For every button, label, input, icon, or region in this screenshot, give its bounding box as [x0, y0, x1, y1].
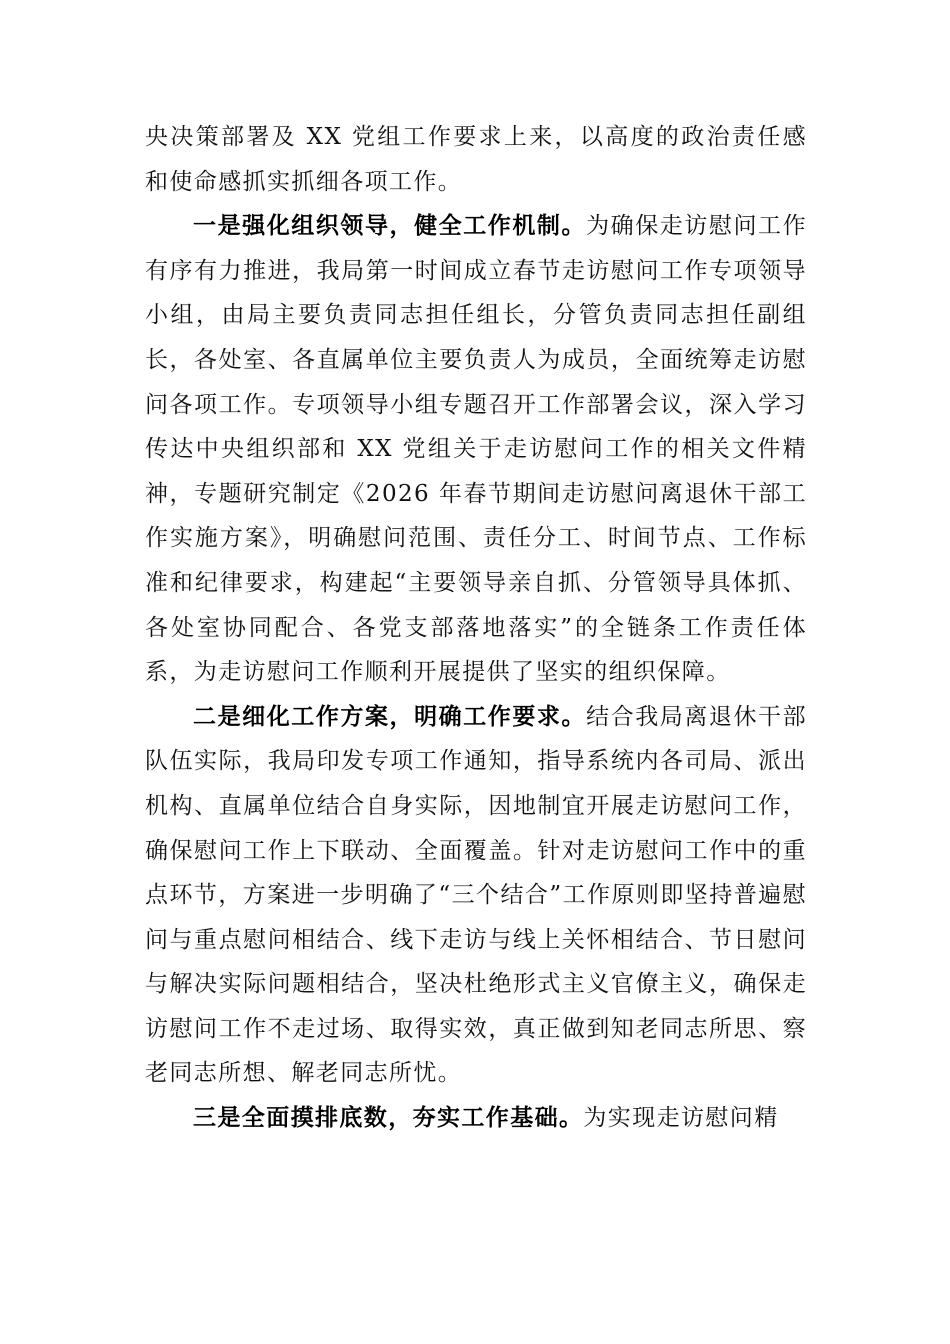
paragraph-text: 为确保走访慰问工作有序有力推进，我局第一时间成立春节走访慰问工作专项领导小组，由局主要负责同志担任组长，分管负责同志担任副组长，各处室、各直属单位主要负责人为成员，全面统筹走访慰问各项工作。专项领导小组专题召开工作部署会议，深入学习传达中央组织部和 XX 党组关于走访慰问工作的相关文件精神，专题研究制定《2026 年春节期间走访慰问离退休干部工作实施方案》，明确慰问范围、责任分工、时间节点、工作标准和纪律要求，构建起“主要领导亲自抓、分管领导具体抓、各处室协同配合、各党支部落地落实”的全链条工作责任体系，为走访慰问工作顺利开展提供了坚实的组织保障。	[145, 213, 807, 686]
paragraph-text: 为实现走访慰问精	[583, 1105, 779, 1132]
paragraph-text: 央决策部署及 XX 党组工作要求上来，以高度的政治责任感和使命感抓实抓细各项工作。	[145, 124, 807, 195]
paragraph-text: 结合我局离退休干部队伍实际，我局印发专项工作通知，指导系统内各司局、派出机构、直属单位结合自身实际，因地制宜开展走访慰问工作，确保慰问工作上下联动、全面覆盖。针对走访慰问工作中的重点环节，方案进一步明确了“三个结合”工作原则即坚持普遍慰问与重点慰问相结合、线下走访与线上关怀相结合、节日慰问与解决实际问题相结合，坚决杜绝形式主义官僚主义，确保走访慰问工作不走过场、取得实效，真正做到知老同志所思、察老同志所想、解老同志所忧。	[145, 703, 807, 1087]
paragraph-heading: 一是强化组织领导，健全工作机制。	[193, 212, 587, 240]
paragraph-continuation	[145, 115, 807, 204]
document-body	[145, 115, 807, 1141]
paragraph-survey-baseline	[145, 1096, 807, 1141]
paragraph-work-plan	[145, 695, 807, 1096]
paragraph-heading: 二是细化工作方案，明确工作要求。	[193, 702, 587, 730]
paragraph-heading: 三是全面摸排底数，夯实工作基础。	[193, 1104, 584, 1132]
paragraph-organization-leadership	[145, 204, 807, 695]
